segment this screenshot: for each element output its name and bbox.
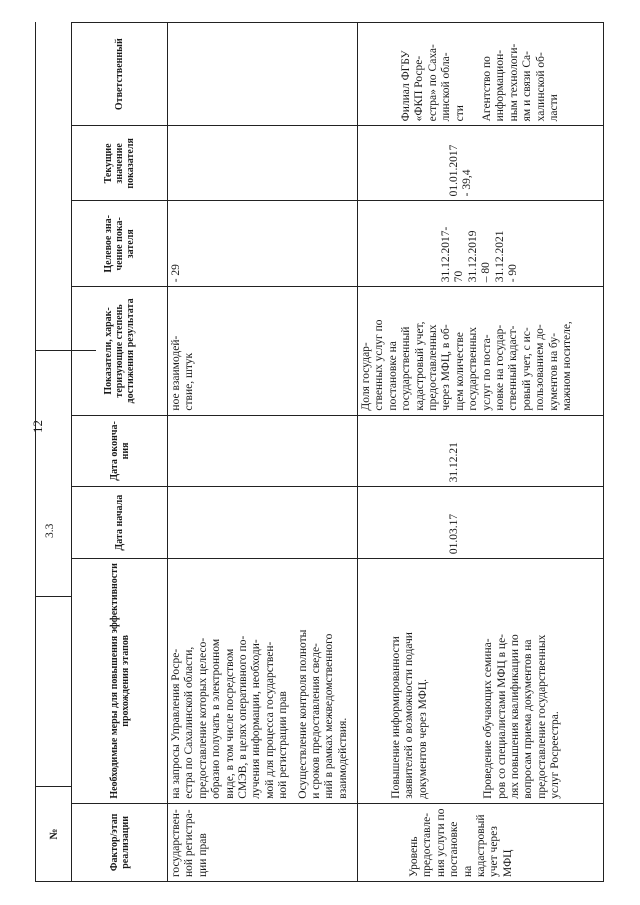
measures-table xyxy=(71,22,604,882)
cell-num xyxy=(36,350,96,596)
cell-end-date xyxy=(168,415,358,487)
header-responsible: Ответственный xyxy=(72,23,168,126)
header-start-date: Дата начала xyxy=(72,487,168,559)
measures-text: Осуществление контроля полноты и сроков предоставления сведе- ний в рамках межведомственного взаимодействия. xyxy=(296,629,349,799)
cell-start-date xyxy=(168,487,358,559)
cell-factor: Уровень предоставле- ния услуги по постановке на кадастровый учет через МФЦ xyxy=(358,803,604,881)
measures-text: Проведение обучающих семина- ров со специалистами МФЦ в це- лях повышения квалификации по вопросам приема документов на предоставление государственных услуг Росреестра. xyxy=(482,634,562,799)
cell-responsible xyxy=(168,23,358,126)
header-target-value: Целевое зна-чение пока-зателя xyxy=(72,201,168,287)
cell-factor: государствен- ной регистра- ции прав xyxy=(168,803,358,881)
measures-text: Повышение информированности заявителей о возможности подачи документов через МФЦ. xyxy=(390,632,429,799)
rotated-table-container xyxy=(71,22,603,882)
cell-responsible xyxy=(358,23,604,126)
cell-indicators: ное взаимодей- ствие, штук xyxy=(168,287,358,415)
header-current-value: Текущие значение показателя xyxy=(72,126,168,201)
header-measures: Необходимые меры для повышения эффективности прохождения этапов xyxy=(72,559,168,804)
header-factor: Фактор/этап реализации xyxy=(72,803,168,881)
table-row xyxy=(358,23,604,882)
cell-target-value: 31.12.2017- 70 31.12.2019 – 80 31.12.2021 - 90 xyxy=(358,201,604,287)
cell-target-value: - 29 xyxy=(168,201,358,287)
page-number: 12 xyxy=(30,420,45,433)
row-number: 3.3 xyxy=(44,523,56,538)
cell-measures xyxy=(358,559,604,804)
responsible-text: Агентство по информацион- ным технологи- ям и связи Са- халинской об- ласти xyxy=(481,43,561,122)
cell-end-date: 31.12.21 xyxy=(358,415,604,487)
cell-current-value: 01.01.2017 - 39,4 xyxy=(358,126,604,201)
number-strip xyxy=(35,22,71,882)
table-row xyxy=(168,23,358,882)
cell-num xyxy=(36,596,72,786)
cell-indicators: Доля государ- ственных услуг по постановке на государственный кадастровый учет, предоставленных через МФЦ, в об- щем количестве государственных услуг по поста- новке на государ- ственный кадаст- ровый учет, с ис- пользованием до- кументов на бу- мажном носителе, xyxy=(358,287,604,415)
cell-current-value xyxy=(168,126,358,201)
cell-measures xyxy=(168,559,358,804)
cell-start-date: 01.03.17 xyxy=(358,487,604,559)
header-indicators: Показатели, харак-теризующие степень достижения результата xyxy=(72,287,168,415)
header-num: № xyxy=(36,786,72,882)
header-end-date: Дата оконча-ния xyxy=(72,415,168,487)
measures-text: на запросы Управления Росре- естра по Сахалинской области, предоставление которых целесо- образно получать в электронном виде, в том числе посредством СМЭВ, в целях оперативного по- лучения информации, необходи- мой для процесса государствен- ной регистрации прав xyxy=(170,635,290,799)
responsible-text: Филиал ФГБУ «ФКП Росре- естра» по Саха- линской обла- сти xyxy=(400,44,466,122)
